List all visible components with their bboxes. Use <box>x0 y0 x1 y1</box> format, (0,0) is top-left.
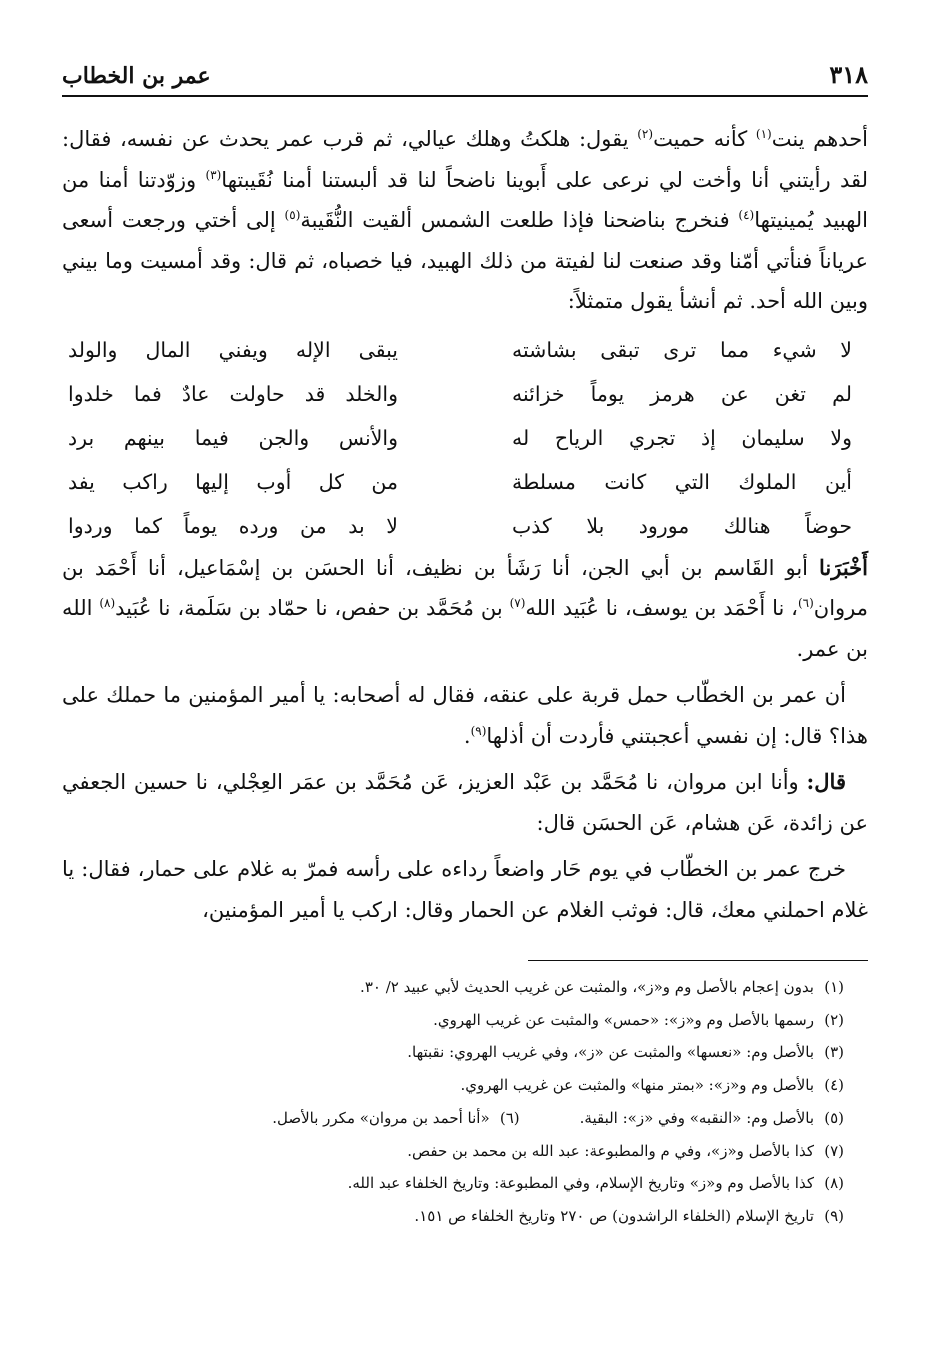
page-number: ٣١٨ <box>829 60 868 89</box>
verse-second-hemistich: والأنس والجن فيما بينهم برد <box>68 425 398 450</box>
paragraph-narration <box>62 119 868 322</box>
footnote-ref: (٨) <box>99 596 116 610</box>
footnote <box>62 1102 868 1135</box>
text-run: أبو القَاسم بن أبي الجن، أنا رَشَأ بن نظيف، أنا الحسَن بن إسْمَاعيل، أنا أَحْمَد بن مروان <box>62 555 869 620</box>
lead-word: قال: <box>806 769 846 794</box>
text-run: وأنا ابن مروان، نا مُحَمَّد بن عَبْد العزيز، عَن مُحَمَّد بن عمَر العِجْلي، نا حسين الجعفي عن زائدة، عَن هشام، عَن الحسَن قال: <box>62 770 868 835</box>
poem-verse <box>62 504 868 548</box>
page-header <box>62 60 868 97</box>
verse-second-hemistich: يبقى الإله ويفني المال والولد <box>68 337 398 362</box>
paragraph-matn-2 <box>62 849 868 930</box>
footnote-number: (٥) <box>824 1108 844 1127</box>
footnote-number: (٤) <box>824 1076 844 1095</box>
footnote-text: بالأصل وم: «النقبه» وفي «ز»: البقية. <box>579 1108 814 1127</box>
footnote-number: (١) <box>824 978 844 996</box>
footnote-ref: (٣) <box>205 167 222 182</box>
lead-word: أَخْبَرَنا <box>819 554 868 580</box>
paragraph-isnad-2 <box>62 762 868 843</box>
running-title: عمر بن الخطاب <box>62 63 211 89</box>
book-page <box>62 60 868 1233</box>
verse-first-hemistich: لم تغن عن هرمز يوماً خزائنه <box>512 381 852 406</box>
text-run: . <box>463 723 471 748</box>
text-run: وزوّدتنا أمنا من الهبيد يُمينيتها <box>62 167 868 232</box>
verse-first-hemistich: أين الملوك التي كانت مسلطة <box>512 469 852 494</box>
footnote-text: كذا بالأصل وم و«ز» وتاريخ الإسلام، وفي المطبوعة: وتاريخ الخلفاء عبد الله. <box>347 1174 814 1193</box>
poem <box>62 328 868 548</box>
text-run: فنخرج بناضحنا فإذا طلعت الشمس ألقيت النُّقَيبة <box>300 208 739 232</box>
footnote <box>62 1004 868 1037</box>
verse-second-hemistich: والخلد قد حاولت عادٌ فما خلدوا <box>68 381 398 406</box>
footnote-ref: (٩) <box>470 723 487 738</box>
footnote-text: تاريخ الإسلام (الخلفاء الراشدون) ص ٢٧٠ وتاريخ الخلفاء ص ١٥١. <box>414 1206 814 1225</box>
footnotes <box>62 971 868 1233</box>
footnote-number: (٨) <box>824 1174 844 1193</box>
footnote-text: بالأصل وم: «نعسها» والمثبت عن «ز»، وفي غريب الهروي: نقبتها. <box>407 1043 814 1062</box>
paragraph-isnad <box>62 548 868 670</box>
verse-first-hemistich: حوضاً هنالك مورود بلا كذب <box>512 513 852 538</box>
text-run: يقول: هلكتُ وهلك عيالي، ثم قرب عمر يحدث عن نفسه، فقال: لقد رأيتني أنا وأخت لي نرعى على أَبوينا ناضحاً لنا قد ألبستنا أمنا نُقَيبتها <box>62 127 868 192</box>
footnote-ref: (٧) <box>509 596 526 610</box>
text-run: أن عمر بن الخطّاب حمل قربة على عنقه، فقال له أصحابه: يا أمير المؤمنين ما حملك على هذا؟ قال: إن نفسي أعجبتني فأردت أن أذلها <box>62 683 868 748</box>
text-run: الله بن عمر. <box>62 596 868 661</box>
poem-verse <box>62 328 868 372</box>
footnote <box>62 1200 868 1233</box>
footnote-text: كذا بالأصل و«ز»، وفي م والمطبوعة: عبد الله بن محمد بن حفص. <box>407 1141 814 1160</box>
footnote-ref: (٥) <box>284 208 301 222</box>
footnote-number: (٢) <box>824 1010 844 1029</box>
footnote <box>62 971 868 1004</box>
footnote-number: (٦) <box>499 1108 520 1127</box>
text-run: أحدهم ينت <box>771 127 869 151</box>
footnote-ref: (٢) <box>637 127 654 141</box>
text-run: إلى أختي ورجعت أسعى عرياناً فنأتي أمّنا وقد صنعت لنا لفيتة من ذلك الهبيد، فيا خصباه، ثم قال: وقد أمسيت وما بيني وبين الله أحد. ثم أنشأ يقول متمثلاً: <box>62 208 868 313</box>
footnote <box>62 1135 868 1168</box>
poem-verse <box>62 416 868 460</box>
footnote-ref: (٦) <box>797 596 814 610</box>
footnote-number: (٣) <box>824 1043 844 1062</box>
verse-first-hemistich: ولا سليمان إذ تجري الرياح له <box>512 425 852 450</box>
text-run: خرج عمر بن الخطّاب في يوم حَار واضعاً رداءه على رأسه فمرّ به غلام على حمار، فقال: يا غلام احملني معك، قال: فوثب الغلام عن الحمار وقال: اركب يا أمير المؤمنين، <box>62 857 868 922</box>
footnote-text: بدون إعجام بالأصل وم و«ز»، والمثبت عن غريب الحديث لأبي عبيد ٢/ ٣٠. <box>360 978 814 996</box>
text-run: كأنه حميت <box>653 127 756 151</box>
footnote <box>62 1167 868 1200</box>
paragraph-matn <box>62 675 868 756</box>
footnote-number: (٧) <box>824 1141 844 1160</box>
footnote-ref: (٤) <box>738 208 755 222</box>
footnote <box>62 1036 868 1069</box>
text-run: ، نا أَحْمَد بن يوسف، نا عُبَيد الله <box>525 596 798 620</box>
footnote <box>62 1069 868 1102</box>
poem-verse <box>62 372 868 416</box>
verse-second-hemistich: من كل أوب إليها راكب يفد <box>68 469 398 494</box>
poem-verse <box>62 460 868 504</box>
footnote-text: «أنا أحمد بن مروان» مكرر بالأصل. <box>272 1108 490 1127</box>
footnote-divider <box>528 960 868 961</box>
footnote-text: بالأصل وم و«ز»: «بمتر منها» والمثبت عن غريب الهروي. <box>460 1076 814 1095</box>
footnote-ref: (١) <box>755 127 772 141</box>
verse-second-hemistich: لا بد من ورده يوماً كما وردوا <box>68 513 398 538</box>
footnote-text: رسمها بالأصل وم و«ز»: «حمس» والمثبت عن غريب الهروي. <box>433 1010 814 1029</box>
verse-first-hemistich: لا شيء مما ترى تبقى بشاشته <box>512 337 852 362</box>
footnote-number: (٩) <box>824 1206 844 1225</box>
text-run: بن مُحَمَّد بن حفص، نا حمّاد بن سَلَمة، نا عُبَيد <box>115 596 510 620</box>
